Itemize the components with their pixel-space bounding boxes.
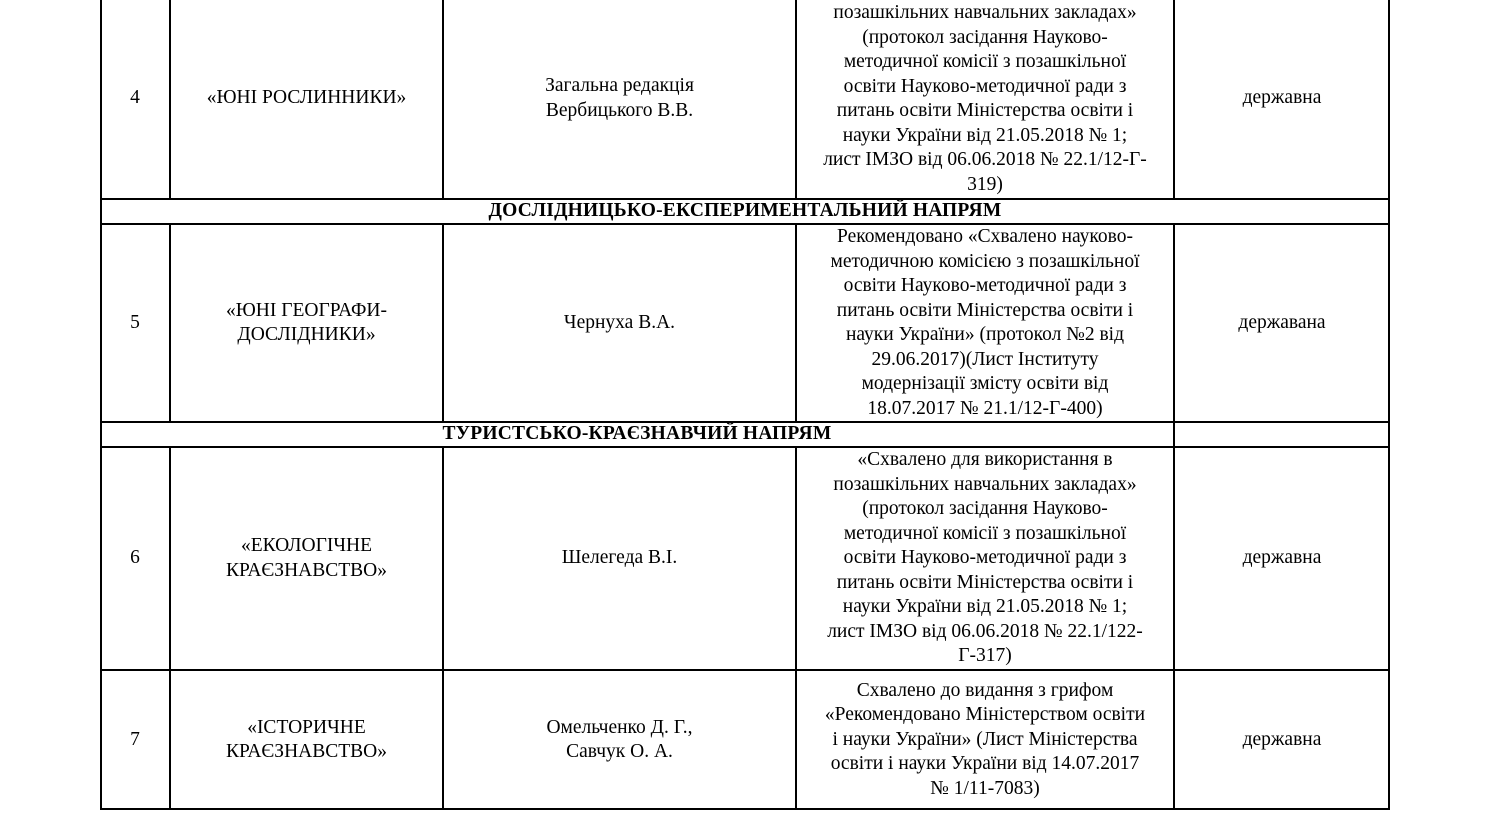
column-divider: [442, 224, 444, 422]
row-divider: [100, 669, 1390, 671]
program-status: державана: [1238, 311, 1326, 333]
column-divider: [442, 0, 444, 199]
programs-table: [100, 0, 1390, 810]
table-border: [100, 0, 102, 810]
program-author: Омельченко Д. Г., Савчук О. А.: [546, 716, 693, 762]
row-number: 6: [130, 547, 140, 569]
table-row: [100, 447, 1390, 670]
row-divider: [100, 198, 1390, 200]
row-divider: [100, 421, 1390, 423]
column-divider: [795, 224, 797, 422]
column-divider: [795, 0, 797, 199]
table-row: [100, 670, 1390, 810]
row-number: 4: [130, 87, 140, 109]
program-title: «ЮНІ РОСЛИННИКИ»: [206, 87, 407, 109]
column-divider: [1173, 224, 1175, 447]
table-border: [1388, 0, 1390, 810]
row-divider: [100, 223, 1390, 225]
program-title: «ЮНІ ГЕОГРАФИ- ДОСЛІДНИКИ»: [226, 299, 387, 345]
program-status: державна: [1242, 547, 1322, 569]
approval-info: позашкільних навчальних закладах» (протокол засідання Науково- методичної комісії з позашкільної освіти Науково-методичної ради з питань освіти Міністерства освіти і науки України від 21.05.2018 № 1; лист ІМЗО від 06.06.2018 № 22.1/12-Г- 319): [823, 2, 1147, 195]
row-number: 5: [130, 311, 140, 333]
row-number: 7: [130, 728, 140, 750]
program-status: державна: [1242, 728, 1322, 750]
column-divider: [442, 447, 444, 810]
table-border: [100, 808, 1390, 810]
table-row: [100, 224, 1390, 422]
column-divider: [169, 0, 171, 199]
section-header-row: [100, 199, 1390, 224]
column-divider: [795, 447, 797, 810]
approval-info: Схвалено до видання з грифом «Рекомендовано Міністерством освіти і науки України» (Лист Міністерства освіти і науки України від 14.07.2017 № 1/11-7083): [824, 679, 1146, 799]
row-divider: [100, 446, 1390, 448]
program-title: «ІСТОРИЧНЕ КРАЄЗНАВСТВО»: [225, 716, 387, 762]
table-row: [100, 0, 1390, 199]
section-title: ТУРИСТСЬКО-КРАЄЗНАВЧИЙ НАПРЯМ: [442, 423, 832, 445]
approval-info: «Схвалено для використання в позашкільних навчальних закладах» (протокол засідання Науково- методичної комісії з позашкільної освіти Науково-методичної ради з питань освіти Міністерства освіти і науки України від 21.05.2018 № 1; лист ІМЗО від 06.06.2018 № 22.1/122- Г-317): [827, 449, 1143, 666]
program-author: Загальна редакція Вербицького В.В.: [545, 75, 694, 121]
column-divider: [1173, 447, 1175, 810]
approval-info: Рекомендовано «Схвалено науково- методичною комісією з позашкільної освіти Науково-методичної ради з питань освіти Міністерства освіти і науки України» (протокол №2 від 29.06.2017)(Лист Інституту модернізації змісту освіти від 18.07.2017 № 21.1/12-Г-400): [830, 226, 1140, 419]
column-divider: [169, 447, 171, 810]
program-author: Чернуха В.А.: [563, 311, 676, 333]
section-title: ДОСЛІДНИЦЬКО-ЕКСПЕРИМЕНТАЛЬНИЙ НАПРЯМ: [488, 200, 1002, 222]
column-divider: [169, 224, 171, 422]
column-divider: [1173, 0, 1175, 199]
program-author: Шелегеда В.І.: [561, 547, 678, 569]
program-title: «ЕКОЛОГІЧНЕ КРАЄЗНАВСТВО»: [225, 535, 387, 581]
section-header-row: [100, 422, 1390, 447]
program-status: державна: [1242, 87, 1322, 109]
